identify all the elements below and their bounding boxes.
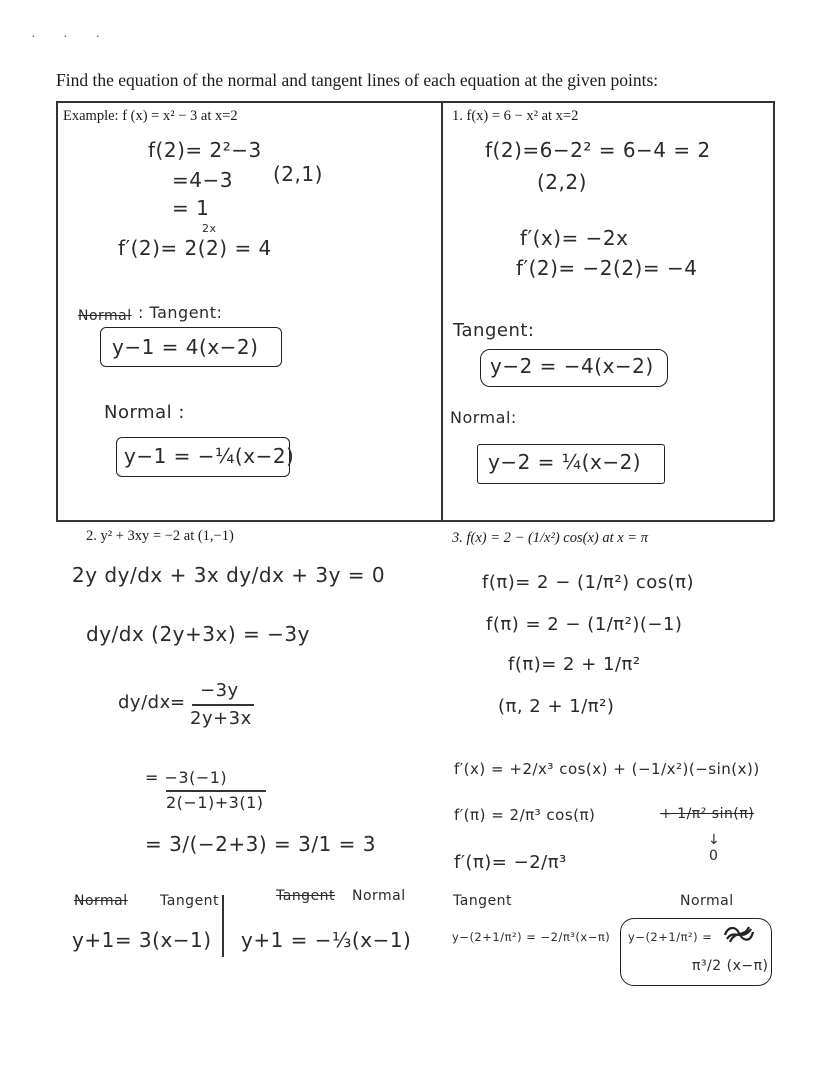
problem-2-line-1: 2y dy/dx + 3x dy/dx + 3y = 0 [72,563,386,587]
example-line-2: =4−3 [172,168,233,192]
problem-1-point: (2,2) [537,170,587,194]
example-line-4: f′(2)= 2(2) = 4 [118,236,272,260]
problem-3-line-3: f(π)= 2 + 1/π² [508,654,641,675]
problem-3-normal-equation: y−(2+1/π²) = [628,930,713,944]
grid-middle-divider [56,520,774,522]
problem-3-struck-term: + 1/π² sin(π) [660,806,755,822]
example-tangent-equation: y−1 = 4(x−2) [112,335,259,359]
problem-2-equals: = [170,692,186,713]
problem-3-derivative-at-pi: f′(π) = 2/π³ cos(π) [454,806,596,824]
example-normal-equation: y−1 = −¼(x−2) [124,444,295,468]
problem-1-normal-label: Normal: [450,408,517,427]
problem-2-normal-label: Normal [352,888,406,904]
problem-3-side-arrow: ↓ [708,832,721,848]
problem-2-line-2: dy/dx (2y+3x) = −3y [86,622,310,646]
problem-2-tangent-label: Tangent [160,893,220,909]
problem-2-result: = 3/(−2+3) = 3/1 = 3 [145,832,377,856]
problem-2-dydx-lhs: dy/dx [118,692,171,713]
problem-2-sub-numerator: = −3(−1) [145,768,228,787]
problem-1-normal-equation: y−2 = ¼(x−2) [488,450,642,474]
example-point: (2,1) [273,162,323,186]
problem-2-label: 2. y² + 3xy = −2 at (1,−1) [86,528,234,544]
problem-1-tangent-equation: y−2 = −4(x−2) [490,354,654,378]
problem-1-line-3: f′(x)= −2x [520,226,629,250]
problem-3-line-2: f(π) = 2 − (1/π²)(−1) [486,614,683,635]
problem-3-normal-label: Normal [680,893,734,909]
example-struck-normal: Normal [78,308,132,324]
problem-3-slope: f′(π)= −2/π³ [454,852,567,873]
example-line-1: f(2)= 2²−3 [148,138,262,162]
problem-3-normal-equation-line-2: π³/2 (x−π) [692,958,769,974]
problem-1-tangent-label: Tangent: [453,320,535,341]
example-problem-label: Example: f (x) = x² − 3 at x=2 [63,108,238,124]
problem-1-line-1: f(2)=6−2² = 6−4 = 2 [485,138,711,162]
problem-1-line-4: f′(2)= −2(2)= −4 [516,256,698,280]
problem-2-tangent-equation: y+1= 3(x−1) [72,928,212,952]
grid-right-border [773,101,775,521]
problem-3-line-1: f(π)= 2 − (1/π²) cos(π) [482,572,695,593]
problem-1-label: 1. f(x) = 6 − x² at x=2 [452,108,579,124]
problem-2-frac-denominator: 2y+3x [190,708,252,729]
problem-3-tangent-label: Tangent [453,893,513,909]
problem-2-answer-divider [222,895,224,957]
problem-2-struck-normal: Normal [74,893,128,909]
problem-3-scribble-mark [722,924,756,946]
problem-3-derivative: f′(x) = +2/x³ cos(x) + (−1/x²)(−sin(x)) [454,760,760,778]
example-two-x-note: 2x [202,222,217,235]
grid-center-divider [441,101,443,521]
problem-2-normal-equation: y+1 = −⅓(x−1) [241,928,412,952]
problem-2-sub-denominator: 2(−1)+3(1) [166,793,264,812]
grid-left-border [56,101,58,521]
worksheet-instructions: Find the equation of the normal and tangent lines of each equation at the given points: [56,70,659,90]
top-stray-marks: · · · [31,30,112,45]
grid-top-border [56,101,774,103]
problem-2-frac-numerator: −3y [200,680,239,701]
problem-3-label: 3. f(x) = 2 − (1/x²) cos(x) at x = π [452,530,648,546]
problem-3-side-zero: 0 [709,848,719,864]
problem-2-sub-bar [166,790,266,792]
problem-2-frac-bar [192,704,254,706]
problem-3-point: (π, 2 + 1/π²) [498,696,615,717]
example-normal-label: Normal : [104,402,185,423]
problem-2-struck-tangent: Tangent [276,888,336,904]
problem-3-tangent-equation: y−(2+1/π²) = −2/π³(x−π) [452,930,611,944]
example-tangent-label: : Tangent: [138,303,223,322]
example-line-3: = 1 [172,196,210,220]
